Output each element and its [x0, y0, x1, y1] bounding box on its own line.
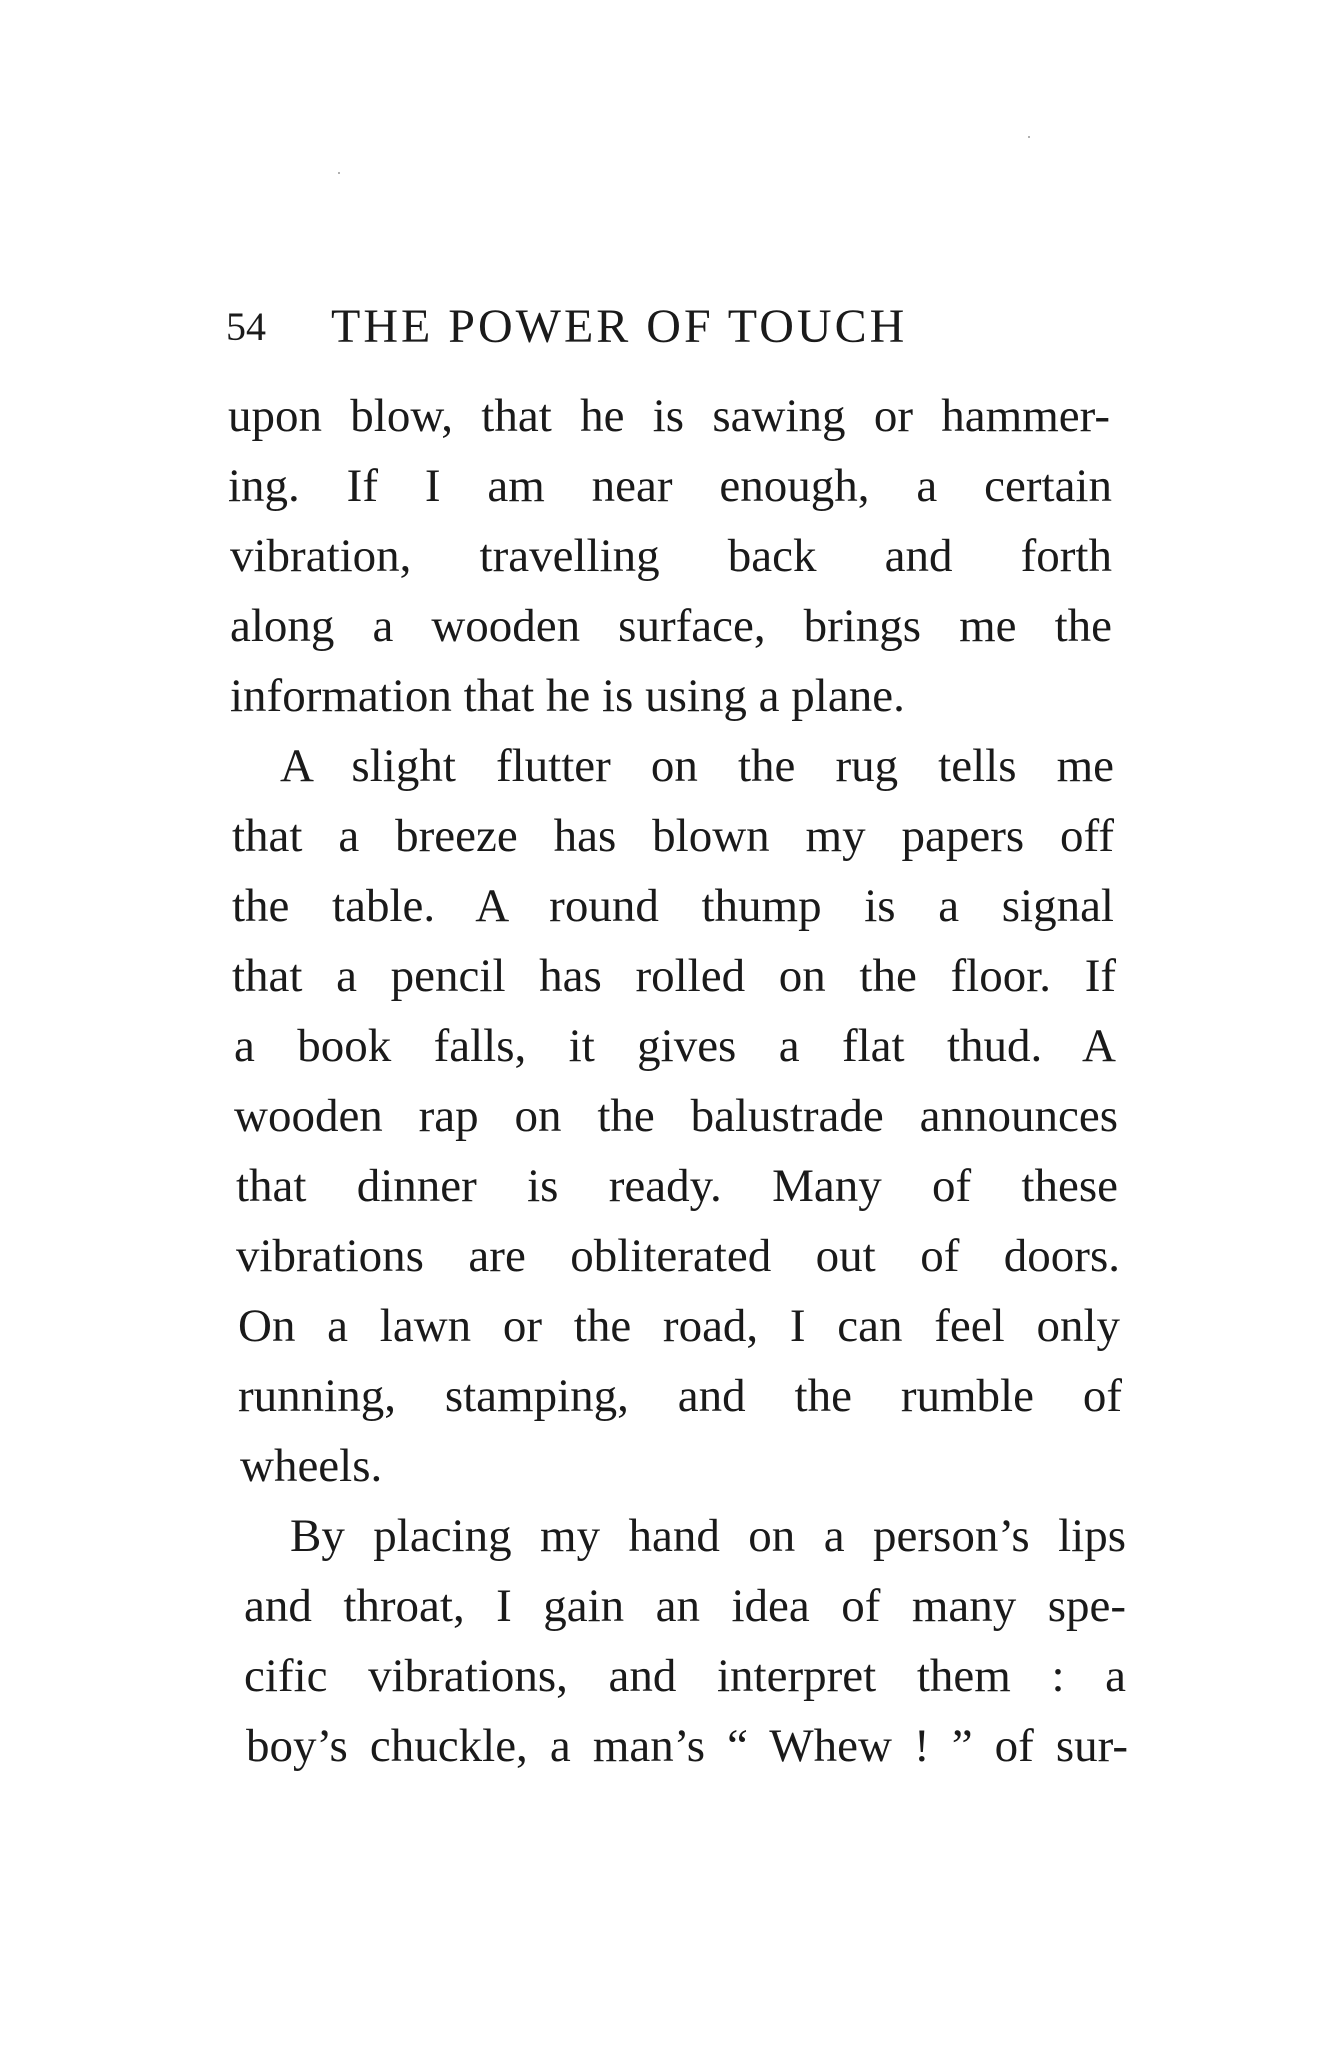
- paper-speck: [1028, 136, 1030, 138]
- running-title: THE POWER OF TOUCH: [331, 300, 908, 353]
- text-line: cific vibrations, and interpret them : a: [244, 1650, 1126, 1702]
- text-line: and throat, I gain an idea of many spe-: [244, 1580, 1126, 1632]
- text-line: On a lawn or the road, I can feel only: [238, 1300, 1120, 1352]
- text-line: vibration, travelling back and forth: [230, 530, 1112, 582]
- text-line: running, stamping, and the rumble of: [238, 1370, 1122, 1422]
- text-line: wheels.: [240, 1440, 383, 1492]
- text-line: wooden rap on the balustrade announces: [234, 1090, 1118, 1142]
- text-line: By placing my hand on a person’s lips: [290, 1510, 1126, 1562]
- text-line: A slight flutter on the rug tells me: [280, 740, 1114, 792]
- text-line: that dinner is ready. Many of these: [236, 1160, 1118, 1212]
- text-line: boy’s chuckle, a man’s “ Whew ! ” of sur-: [246, 1720, 1128, 1772]
- text-line: the table. A round thump is a signal: [232, 880, 1114, 932]
- text-line: along a wooden surface, brings me the: [230, 600, 1112, 652]
- text-line: that a breeze has blown my papers off: [232, 810, 1114, 862]
- text-line: that a pencil has rolled on the floor. If: [232, 950, 1116, 1002]
- paper-speck: [338, 172, 340, 174]
- text-line: ing. If I am near enough, a certain: [228, 460, 1112, 512]
- page-number: 54: [226, 304, 266, 349]
- text-line: a book falls, it gives a flat thud. A: [234, 1020, 1116, 1072]
- text-line: vibrations are obliterated out of doors.: [236, 1230, 1120, 1282]
- page-header: [226, 292, 1006, 362]
- text-line: upon blow, that he is sawing or hammer-: [228, 390, 1110, 442]
- text-line: information that he is using a plane.: [230, 670, 905, 722]
